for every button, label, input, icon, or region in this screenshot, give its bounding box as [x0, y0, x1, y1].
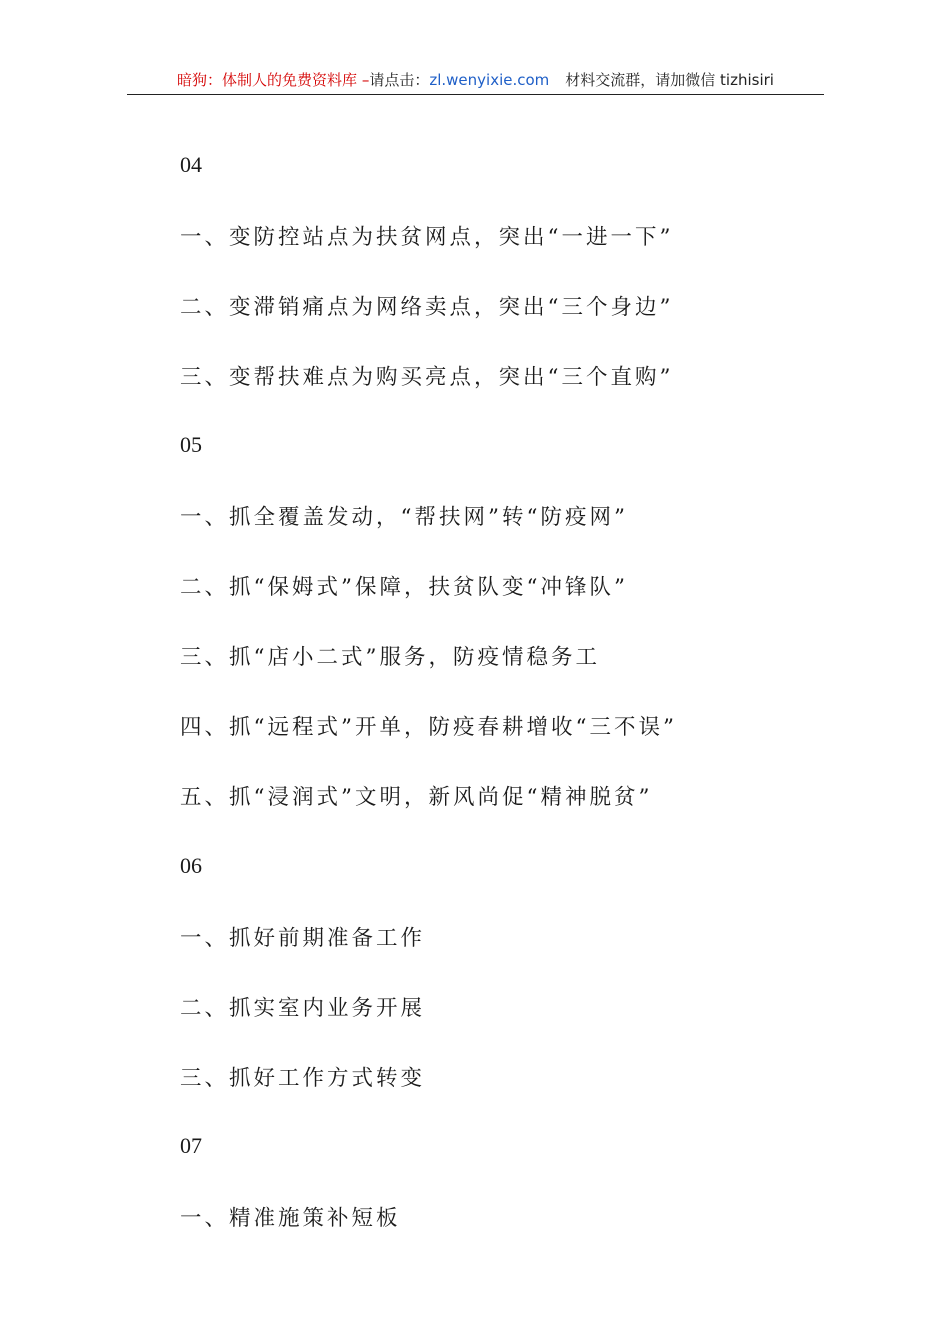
header-click-label: 请点击： [369, 71, 430, 89]
header-url-link[interactable]: zl.wenyixie.com [429, 71, 550, 89]
header-brand: 暗狗：体制人的免费资料库 [177, 71, 358, 89]
section-number: 06 [180, 852, 202, 878]
outline-item: 三、变帮扶难点为购买亮点，突出“三个直购” [180, 364, 674, 390]
document-body [180, 130, 820, 1252]
outline-item: 四、抓“远程式”开单，防疫春耕增收“三不误” [180, 715, 677, 741]
section-number: 05 [180, 432, 202, 458]
header-dash: – [357, 71, 370, 89]
outline-item: 二、抓实室内业务开展 [180, 995, 426, 1021]
outline-item: 二、抓“保姆式”保障，扶贫队变“冲锋队” [180, 575, 628, 601]
outline-item: 三、抓“店小二式”服务，防疫情稳务工 [180, 645, 600, 671]
outline-item: 一、抓好前期准备工作 [180, 925, 426, 951]
outline-item: 一、抓全覆盖发动，“帮扶网”转“防疫网” [180, 505, 628, 531]
outline-item: 一、变防控站点为扶贫网点，突出“一进一下” [180, 224, 674, 250]
outline-item: 五、抓“浸润式”文明，新风尚促“精神脱贫” [180, 785, 653, 811]
section-number: 07 [180, 1133, 202, 1159]
section-number: 04 [180, 152, 202, 178]
header-group-text: 材料交流群，请加微信 tizhisiri [565, 71, 774, 89]
outline-item: 一、精准施策补短板 [180, 1205, 401, 1231]
outline-item: 二、变滞销痛点为网络卖点，突出“三个身边” [180, 294, 674, 320]
page-header [127, 68, 824, 95]
outline-item: 三、抓好工作方式转变 [180, 1065, 426, 1091]
